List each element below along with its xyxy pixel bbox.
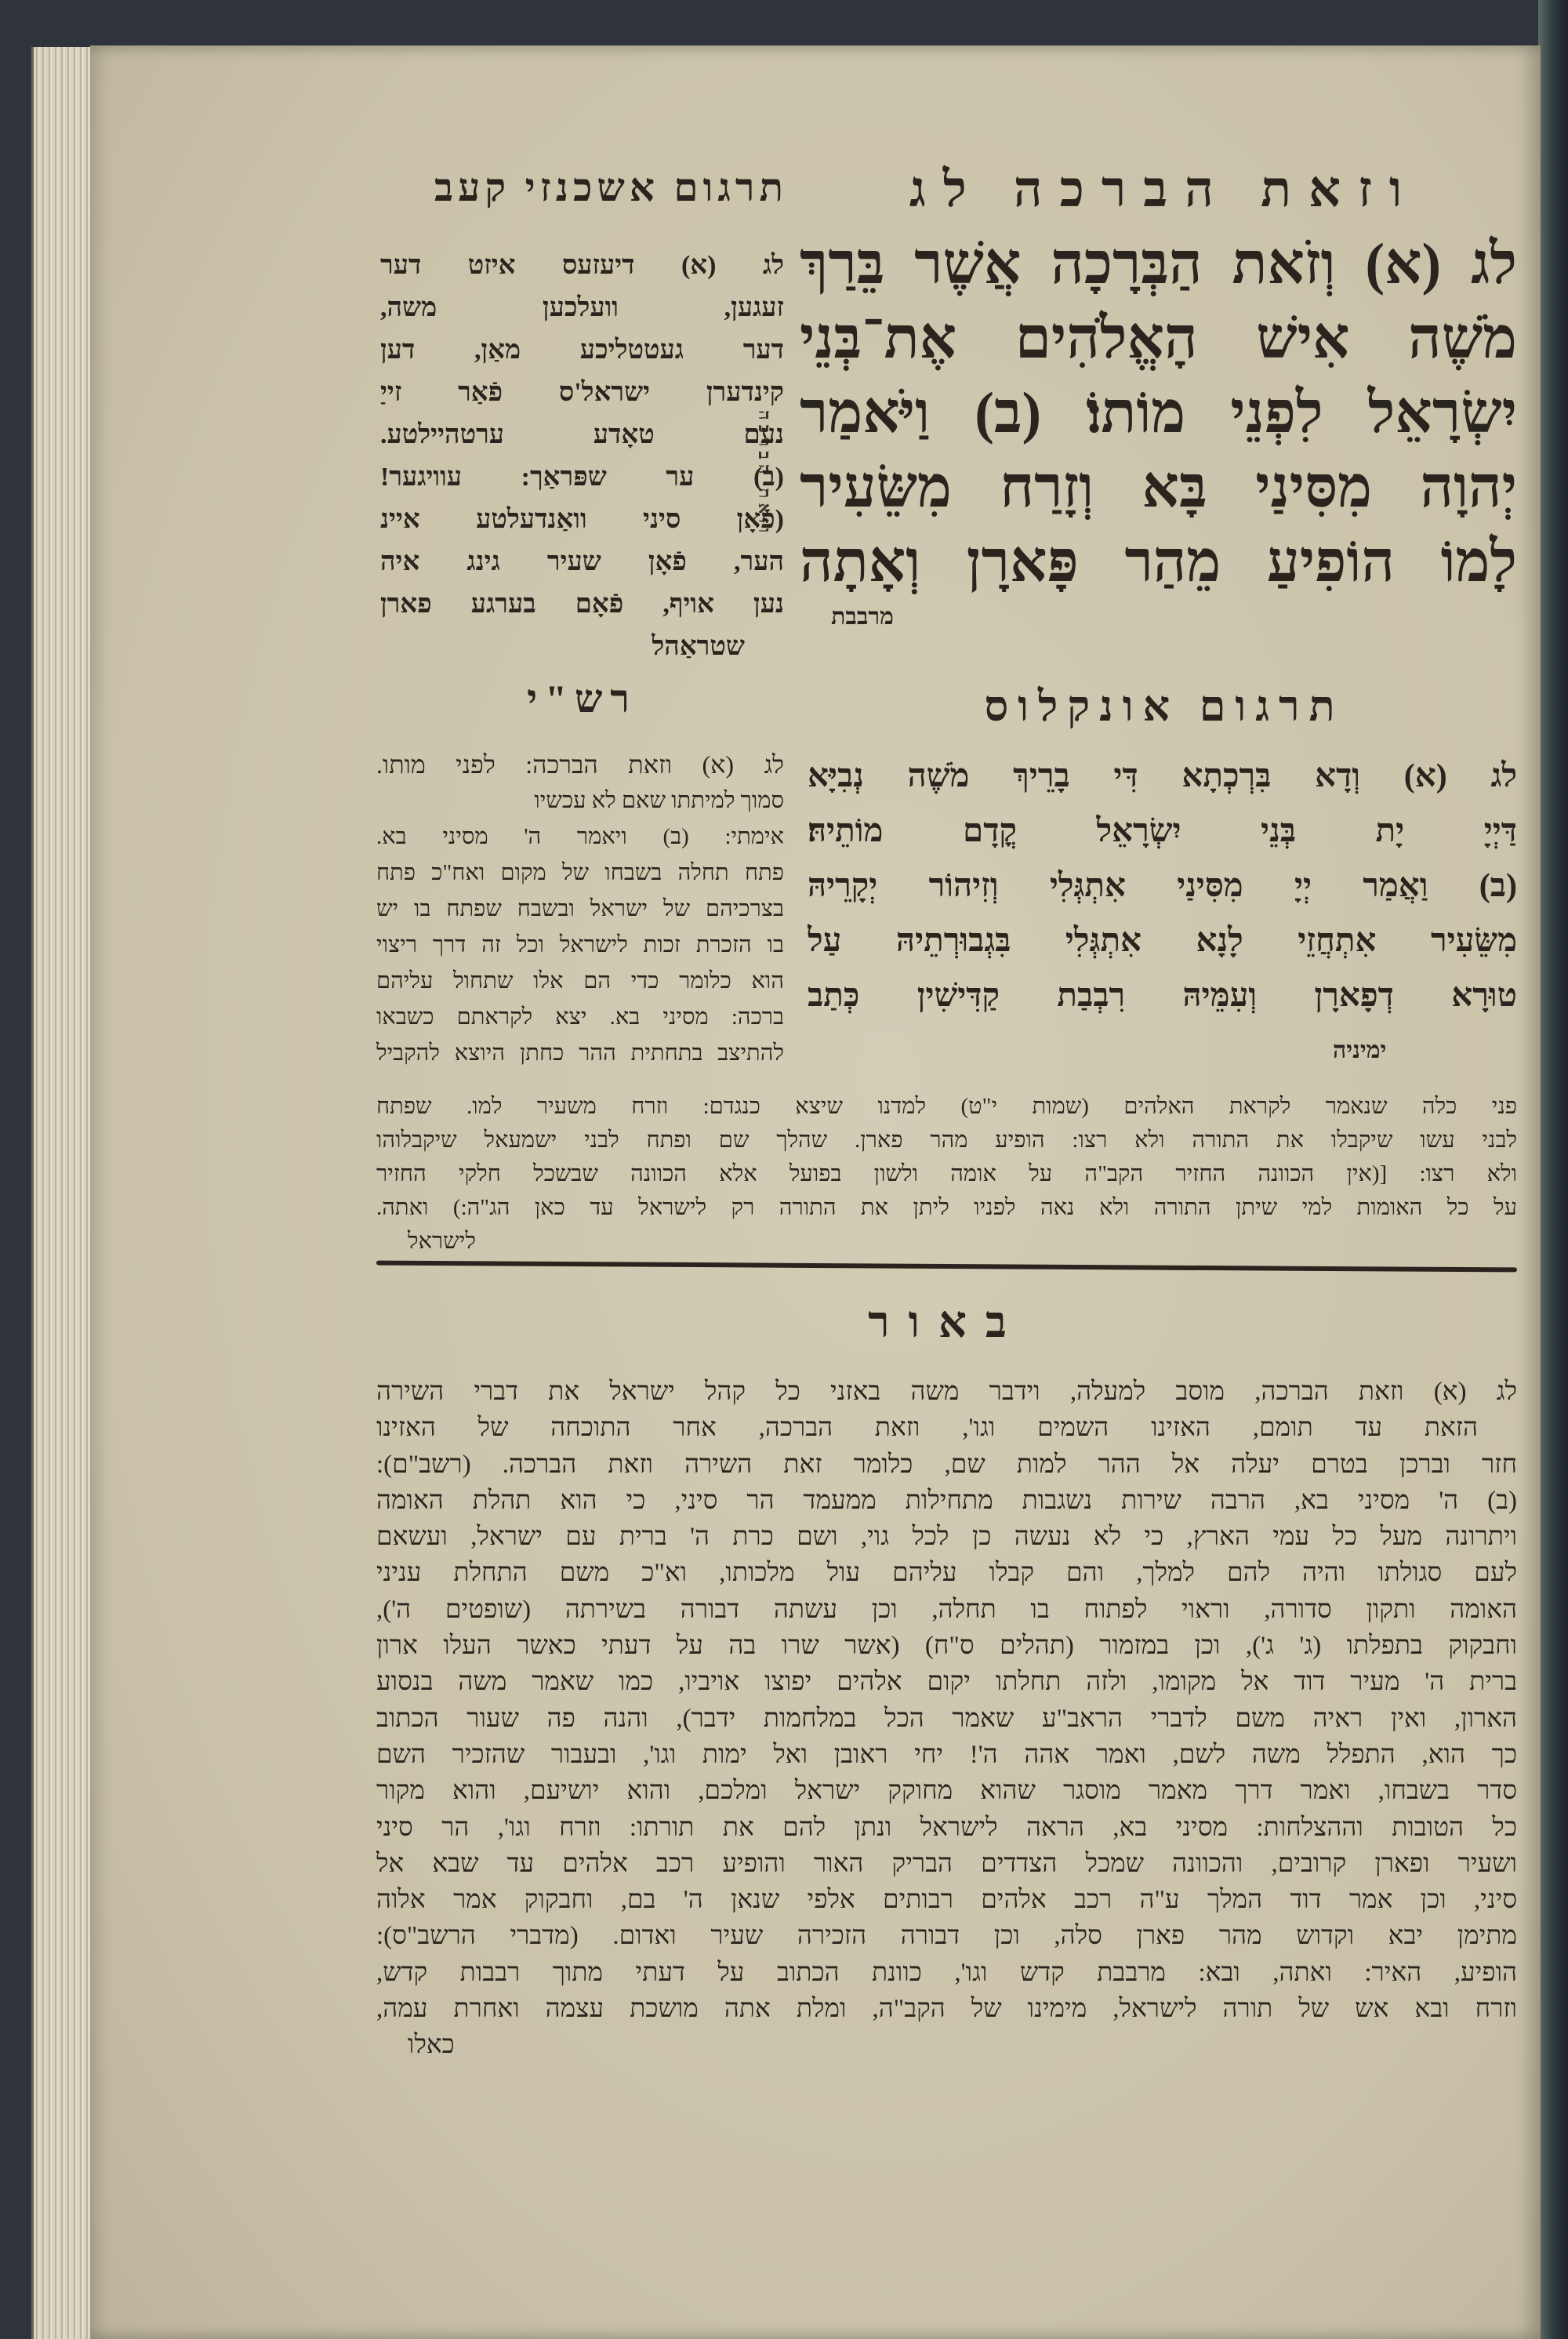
onkelos-line: דַּיְיָ יָת בְּנֵי יִשְׂרָאֵל קֳדָם מוֹתֵיהּ׃ [808,813,1517,849]
biur-line: כך הוא, התפלל משה לשם, ואמר אהה ה'! יחי ראובן ואל ימות וגו', ובעבור שהזכיר השם [376,1740,1517,1769]
book-page-edges [31,47,96,2339]
rashi-line: אימתי: (ב) ויאמר ה' מסיני בא. [376,824,784,849]
biur-line: האומה ותקון סדורה, וראוי לפתוח בו תחלה, וכן עשתה דבורה בשירתה (שופטים ה'), [376,1595,1517,1624]
rashi-line: סמוך למיתתו שאם לא עכשיו [534,788,784,813]
biur-line: וזרח ובא אש של תורה לישראל, מימינו של הקב"ה, ומלת אתה מושכת עצמה ואחרת עמה, [376,1995,1517,2024]
torah-line: מֹשֶׁה אִישׁ הָאֱלֹהִים אֶת־בְּנֵי [800,307,1517,371]
onkelos-line: מִשֵּׂעִיר אִתְחֲזֵי לָנָא אִתְגְּלִי בִּגְבוּרְתֵיהּ עַל [808,923,1517,959]
torah-line: לָמוֹ הוֹפִיעַ מֵהַר פָּארָן וְאָתָה [800,530,1517,594]
biur-text [376,1374,1517,2064]
targum-ashkenazi-text [380,245,784,668]
onkelos-line: (ב) וַאֲמַר יְיָ מִסִּינַי אִתְגְּלִי וְזִיהוֹר יְקָרֵיהּ [808,868,1517,904]
rashi-line: לבני עשו שיקבלו את התורה ולא רצו: הופיע מהר פארן. שהלך שם ופתח לבני ישמעאל שיקבלוהו [376,1128,1517,1153]
torah-line: יִשְׂרָאֵל לִפְנֵי מוֹתוֹ׃ (ב) וַיֹּאמַר [800,381,1517,445]
targum-ashkenazi-line: דער געטטליכע מאַן, דען [380,336,784,365]
torah-line: יְהוָה מִסִּינַי בָּא וְזָרַח מִשֵּׂעִיר [800,456,1517,520]
rashi-line: לג (א) וזאת הברכה: לפני מותו. [376,750,784,779]
biur-line: (ב) ה' מסיני בא, הרבה שירות נשגבות מתחילות ממעמד הר סיני, כי הוא תהלת האומה [376,1486,1517,1515]
biur-line: סדר בשבחו, ואמר דרך מאמר מוסגר שהוא מחוקק ישראל ומלכם, והוא יושיעם, והוא מקור [376,1777,1517,1806]
rashi-continuation [376,1090,1517,1258]
biur-catchword: כאלו [408,2031,455,2060]
biur-line: לעם סגולתו והיה להם למלך, והם קבלו עליהם עול מלכותו, וא"כ משם התחלת עניני [376,1559,1517,1588]
biur-line: סיני, וכן אמר דוד המלך ע"ה רכב אלהים רבותים אלפי שנאן ה' בם, וחבקוק אמר אלוה [376,1886,1517,1915]
book-binding [1538,0,1568,2339]
rashi-line: פתח תחלה בשבחו של מקום ואח"כ פתח [376,860,784,885]
onkelos-text [808,749,1517,1078]
onkelos-line: טוּרָא דְפָארָן וְעִמֵּיהּ רִבְבַת קַדִּישִׁין כְּתַב [808,978,1517,1014]
rashi-title: רש"י [527,677,637,721]
onkelos-catchword: ימיניה [1333,1037,1387,1063]
targum-ashkenazi-line: נען אויף, פֿאָם בערגע פארן [380,590,784,619]
biur-line: הזאת עד תומם, האזינו השמים וגו', וזאת הברכה, אחר התוכחה של האזינו [376,1414,1478,1443]
targum-ashkenazi-line: נעם טאָדע ערטהיילטע. [380,420,784,449]
targum-ashkenazi-line: הער, פֿאָן שעיר גינג איה [380,547,784,576]
biur-line: הארון, ואין ראיה משם לדברי הראב"ע שאמר הכל במלחמות ידבר), והנה פה שעור הכתוב [376,1704,1517,1733]
targum-ashkenazi-line: זעגען, וועלכען משה, [380,293,784,322]
biur-line: מתימן יבא וקדוש מהר פארן סלה, וכן דבורה הזכירה שעיר ואדום. (מדברי הרשב"ס): [376,1922,1517,1951]
biur-title: באור [868,1298,1025,1347]
running-head-targum-ashkenazi: תרגום אשכנזי קעב [434,165,788,209]
biur-line: חזר וברכן בטרם יעלה אל ההר למות שם, כלומר זאת השירה וזאת הברכה. (רשב"ם): [376,1450,1517,1479]
targum-ashkenazi-line: לג (א) דיעזעס איזט דער [380,251,784,280]
biur-line: ויתרונה מעל כל עמי הארץ, כי לא נעשה כן לכל גוי, ושם כרת ה' ברית עם ישראל, ועשאם [376,1523,1517,1552]
targum-ashkenazi-line: שטראַהל [652,632,745,661]
torah-text [800,227,1517,600]
biur-line: הופיע, האיר: ואתה, ובא: מרבבת קדש וגו', כוונת הכתוב על דעתי מתוך רבבות קדש, [376,1958,1517,1987]
rashi-line: ברכה: מסיני בא. יצא לקראתם כשבאו [376,1004,784,1030]
onkelos-line: לג (א) וְדָא בִּרְכְתָא דִּי בָרֵיךְ מֹשֶׁה נְבִיָּא [808,758,1517,794]
targum-ashkenazi-line: (פֿאָן סיני וואַנדעלטע איינ [380,505,784,534]
targum-ashkenazi-line: קינדערן ישראל'ס פֿאַר זייַ [380,378,784,407]
rashi-line: בצרכיהם של ישראל ובשבח שפתח בו יש [376,896,784,921]
rashi-line: הוא כלומר כדי הם אלו שתחול עליהם [376,968,784,993]
biur-line: לג (א) וזאת הברכה, מוסב למעלה, וידבר משה באזני כל קהל ישראל את דברי השירה [376,1378,1517,1406]
biur-line: ברית ה' מעיר דוד אל מקומו, ולזה תחלתו יקום אלהים יפוצו אויביו, כמו שאמר משה בנסוע [376,1668,1517,1697]
onkelos-title: תרגום אונקלוס [984,683,1345,730]
rashi-catchword: לישראל [408,1229,476,1254]
rashi-column [376,746,784,1071]
catchword: מרבבת [831,604,894,630]
rashi-line: על כל האומות למי שיתן התורה ולא נאה לפניו ליתן את התורה רק לישראל עד כאן הג"ה:) ואתה. [376,1195,1517,1220]
biur-line: וחבקוק בתפלתו (ג' ג'), וכן במזמור (תהלים ס"ח) (אשר שרו בה על דעתי כאשר העלו ארון [376,1632,1517,1661]
running-head-torah: וזאת הברכה לג [909,162,1420,217]
rashi-line: להתיצב בתחתית ההר כחתן היוצא להקביל [376,1041,784,1066]
targum-ashkenazi-line: (ב) ער שפּראַך: עוויגער! [380,463,784,492]
rashi-line: פני כלה שנאמר לקראת האלהים (שמות י"ט) למדנו שיצא כנגדם: וזרח משעיר למו. שפתח [376,1094,1517,1119]
rashi-line: בו הזכרת זכות לישראל וכל זה דרך ריצוי [376,932,784,957]
side-note: וזאת הברכה [755,409,775,537]
torah-line: לג (א) וְזֹאת הַבְּרָכָה אֲשֶׁר בֵּרַךְ [800,232,1517,296]
rashi-line: ולא רצו: [(אין הכוונה החזיר הקב"ה על אומה ולשון בפועל אלא הכוונה שבשכל חלקי החזיר [376,1161,1517,1186]
biur-line: כל הטובות וההצלחות: מסיני בא, הראה לישראל ונתן להם את תורתו: וזרח וגו', הר סיני [376,1813,1517,1842]
biur-line: ושעיר ופארן קרובים, והכוונה שמכל הצדדים הבריק האור והופיע רכב אלהים עד שבא אל [376,1849,1517,1878]
